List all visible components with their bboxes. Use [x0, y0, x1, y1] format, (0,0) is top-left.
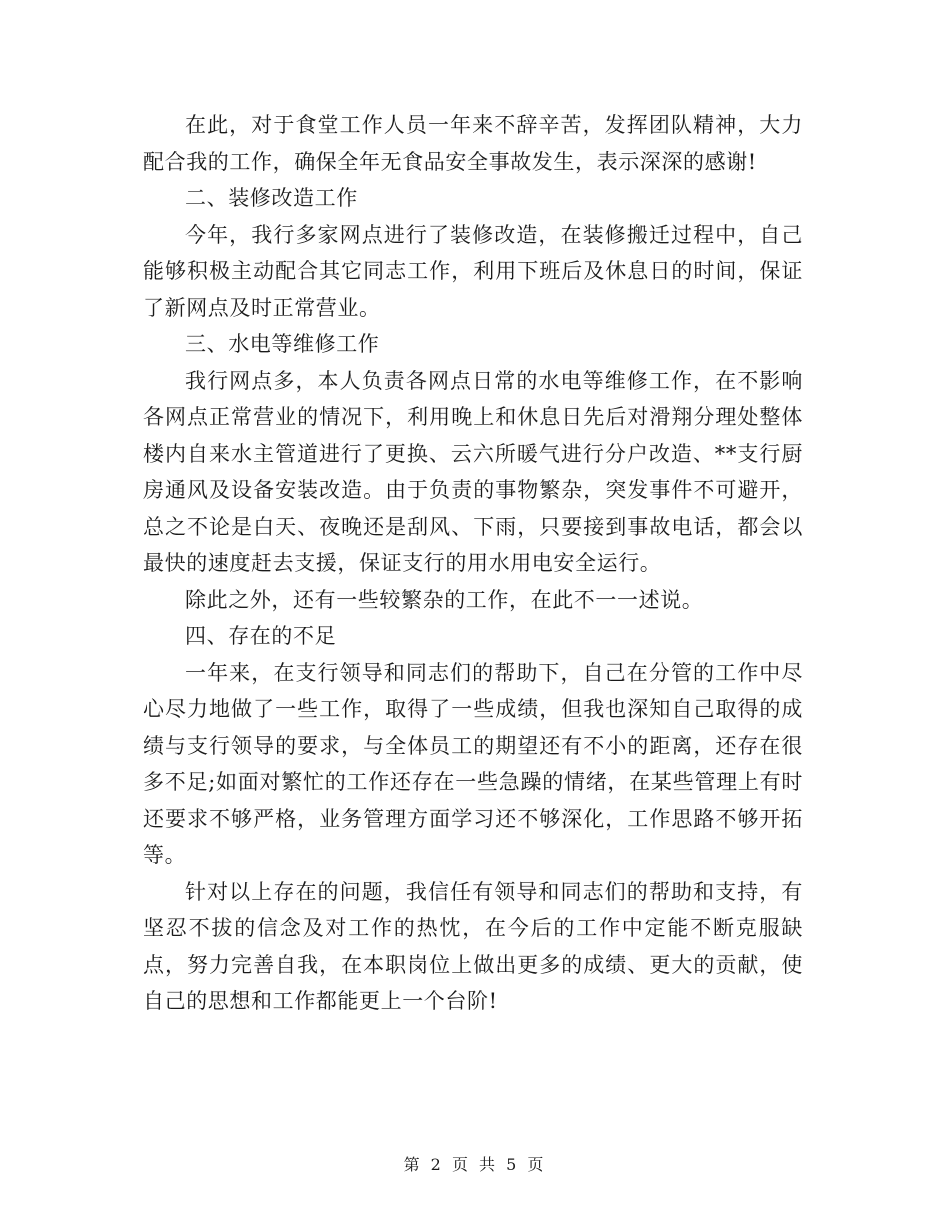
section-heading-renovation: 二、装修改造工作 — [185, 186, 358, 210]
page-number-footer: 第 2 页 共 5 页 — [403, 1155, 547, 1174]
paragraph-other-work: 除此之外，还有一些较繁杂的工作，在此不一一述说。 — [185, 587, 704, 612]
document-body — [143, 107, 803, 1020]
paragraph-maintenance: 我行网点多，本人负责各网点日常的水电等维修工作，在不影响各网点正常营业的情况下，利用晚上和休息日先后对滑翔分理处整体楼内自来水主管道进行了更换、云六所暖气进行分户改造、**支行厨房通风及设备安装改造。由于负责的事物繁杂，突发事件不可避开，总之不论是白天、夜晚还是刮风、下雨，只要接到事故电话，都会以最快的速度赶去支援，保证支行的用水用电安全运行。 — [143, 368, 803, 575]
paragraph-renovation: 今年，我行多家网点进行了装修改造，在装修搬迁过程中，自己能够积极主动配合其它同志工作，利用下班后及休息日的时间，保证了新网点及时正常营业。 — [143, 222, 803, 320]
section-heading-maintenance: 三、水电等维修工作 — [185, 332, 380, 356]
paragraph-shortcomings: 一年来，在支行领导和同志们的帮助下，自己在分管的工作中尽心尽力地做了一些工作，取得了一些成绩，但我也深知自己取得的成绩与支行领导的要求，与全体员工的期望还有不小的距离，还存在很多不足;如面对繁忙的工作还存在一些急躁的情绪，在某些管理上有时还要求不够严格，业务管理方面学习还不够深化，工作思路不够开拓等。 — [143, 660, 803, 867]
section-heading-shortcomings: 四、存在的不足 — [185, 624, 337, 648]
paragraph-canteen-thanks: 在此，对于食堂工作人员一年来不辞辛苦，发挥团队精神，大力配合我的工作，确保全年无食品安全事故发生，表示深深的感谢! — [143, 113, 803, 174]
paragraph-conclusion: 针对以上存在的问题，我信任有领导和同志们的帮助和支持，有坚忍不拔的信念及对工作的热忱，在今后的工作中定能不断克服缺点，努力完善自我，在本职岗位上做出更多的成绩、更大的贡献，使自己的思想和工作都能更上一个台阶! — [143, 879, 803, 1013]
